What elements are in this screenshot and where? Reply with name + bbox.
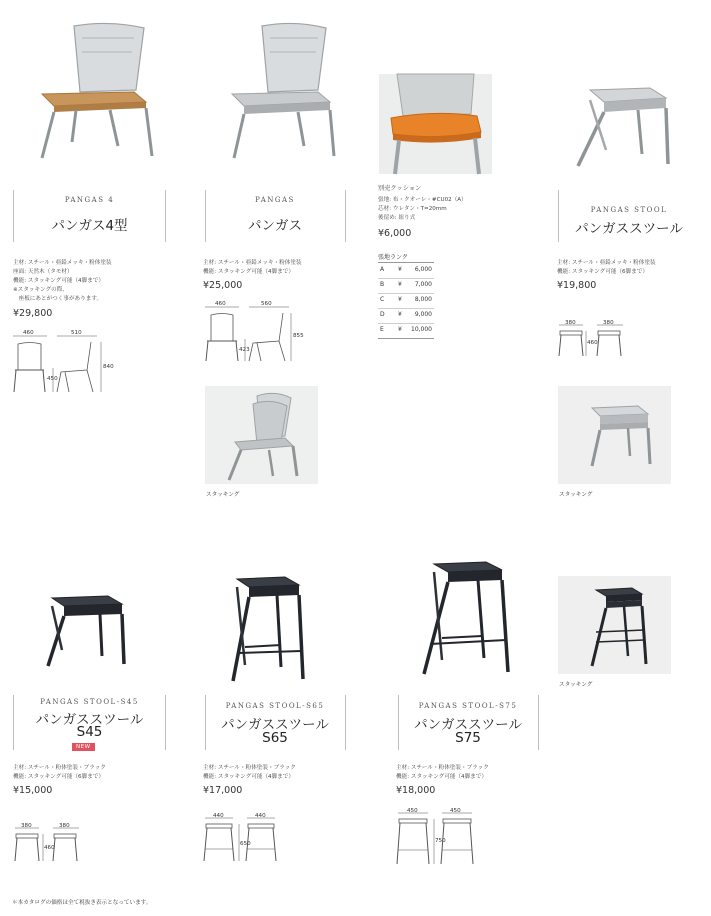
product-photo-s65 bbox=[215, 575, 315, 685]
product-photo-pangas4 bbox=[14, 18, 164, 168]
stacking-photo-pangas-stool bbox=[558, 386, 671, 484]
spec-line: 主材: スチール・亜鉛メッキ・粉体塗装 bbox=[203, 260, 302, 266]
chair-wood-seat-image bbox=[14, 18, 164, 168]
rank-yen: ¥ bbox=[398, 281, 402, 288]
black-stool-s75-image bbox=[412, 560, 522, 678]
divider bbox=[345, 695, 346, 750]
rank-price: 7,000 bbox=[414, 281, 432, 288]
product-price: ¥29,800 bbox=[13, 308, 53, 319]
divider bbox=[538, 695, 539, 750]
new-badge: NEW bbox=[72, 743, 95, 751]
product-subtitle: PANGAS 4 bbox=[64, 196, 115, 204]
rank-row bbox=[378, 308, 434, 324]
rank-row bbox=[378, 293, 434, 309]
rank-yen: ¥ bbox=[398, 266, 402, 273]
spec-line: 機能: スタッキング可能（4脚まで） bbox=[13, 278, 104, 284]
spec-line: 機能: スタッキング可能（4脚まで） bbox=[396, 774, 487, 780]
dim-height: 460 bbox=[44, 845, 55, 851]
dim-height: 460 bbox=[587, 340, 598, 346]
product-title: パンガススツール bbox=[575, 221, 683, 237]
cushion-image bbox=[379, 74, 492, 174]
spec-line: 機能: スタッキング可能（4脚まで） bbox=[203, 774, 294, 780]
stacking-photo-black-stools bbox=[558, 576, 671, 674]
divider bbox=[345, 190, 346, 242]
spec-line: 主材: スチール・亜鉛メッキ・粉体塗装 bbox=[557, 260, 656, 266]
product-subtitle: PANGAS STOOL-S65 bbox=[225, 702, 325, 710]
dim-seat: 450 bbox=[47, 376, 58, 382]
dim-height: 650 bbox=[240, 841, 251, 847]
spec-line: 機能: スタッキング可能（6脚まで） bbox=[13, 774, 104, 780]
dim-height: 840 bbox=[103, 364, 114, 370]
product-photo-s45 bbox=[38, 590, 134, 670]
black-stool-s65-image bbox=[215, 575, 315, 685]
product-model: S75 bbox=[455, 730, 481, 746]
spec-line: 座面: 天然木（タモ材） bbox=[13, 269, 73, 275]
stool-metal-image bbox=[568, 80, 678, 172]
dimension-drawing-pangas bbox=[203, 301, 303, 369]
rank-price: 8,000 bbox=[414, 296, 432, 303]
stacked-chairs-image bbox=[205, 386, 318, 484]
product-title: パンガススツール bbox=[414, 717, 522, 733]
product-title: パンガス bbox=[248, 218, 302, 234]
product-photo-cushion bbox=[379, 74, 492, 174]
dim-depth: 380 bbox=[59, 823, 70, 829]
footnote: ＊本カタログの価格は全て税抜き表示となっています。 bbox=[12, 900, 152, 906]
dim-depth: 510 bbox=[71, 330, 82, 336]
dim-width: 460 bbox=[23, 330, 34, 336]
rank-yen: ¥ bbox=[398, 296, 402, 303]
product-model: S45 bbox=[76, 724, 103, 740]
product-title: パンガススツール bbox=[35, 712, 144, 728]
dim-depth: 380 bbox=[603, 320, 614, 326]
spec-line: 機能: スタッキング可能（4脚まで） bbox=[203, 269, 294, 275]
spec-line: 主材: スチール・亜鉛メッキ・粉体塗装 bbox=[13, 260, 112, 266]
chair-metal-image bbox=[214, 18, 344, 168]
product-title: パンガススツール bbox=[221, 717, 329, 733]
product-subtitle: PANGAS STOOL bbox=[590, 206, 668, 214]
rank-letter: D bbox=[380, 311, 385, 318]
cushion-subtitle: 別売クッション bbox=[378, 185, 422, 192]
dim-seat: 423 bbox=[239, 347, 250, 353]
spec-line: 主材: スチール・粉体塗装・ブラック bbox=[203, 765, 296, 771]
dimension-drawing-s45 bbox=[13, 823, 83, 865]
product-price: ¥18,000 bbox=[396, 785, 436, 796]
rank-letter: B bbox=[380, 281, 385, 288]
rank-price: 9,000 bbox=[414, 311, 432, 318]
spec-line: 張地: 布・クオーレ・#CU02（A） bbox=[378, 197, 467, 203]
rank-table-title: 張地ランク bbox=[378, 254, 408, 261]
spec-line: 機能: スタッキング可能（6脚まで） bbox=[557, 269, 648, 275]
spec-line: 主材: スチール・粉体塗装・ブラック bbox=[13, 765, 106, 771]
spec-line: ※スタッキングの際、 bbox=[13, 287, 68, 293]
divider bbox=[165, 695, 166, 750]
dim-width: 440 bbox=[213, 813, 224, 819]
product-price: ¥19,800 bbox=[557, 280, 597, 291]
dim-width: 380 bbox=[565, 320, 576, 326]
spec-line: 座板にあとがつく事があります。 bbox=[13, 296, 103, 302]
photo-caption: スタッキング bbox=[559, 682, 593, 688]
rank-yen: ¥ bbox=[398, 326, 402, 333]
black-stool-s45-image bbox=[38, 590, 134, 670]
product-title: パンガス4型 bbox=[51, 218, 128, 234]
divider bbox=[165, 190, 166, 242]
rank-letter: E bbox=[380, 326, 384, 333]
spec-line: 芯材: ウレタン・T=20mm bbox=[378, 206, 447, 212]
stacking-photo-pangas bbox=[205, 386, 318, 484]
product-photo-pangas-stool bbox=[568, 80, 678, 172]
product-price: ¥25,000 bbox=[203, 280, 243, 291]
stacked-black-stools-image bbox=[558, 576, 671, 674]
product-price: ¥17,000 bbox=[203, 785, 243, 796]
dim-width: 380 bbox=[21, 823, 32, 829]
rank-letter: A bbox=[380, 266, 385, 273]
rank-row bbox=[378, 278, 434, 294]
spec-line: 後留め: 紐り式 bbox=[378, 215, 416, 221]
dim-width: 460 bbox=[215, 301, 226, 307]
dimension-drawing-pangas-stool bbox=[557, 320, 627, 360]
dimension-drawing-pangas4 bbox=[13, 330, 123, 398]
dim-depth: 450 bbox=[450, 808, 461, 814]
photo-caption: スタッキング bbox=[559, 492, 593, 498]
dim-depth: 560 bbox=[261, 301, 272, 307]
dimension-drawing-s65 bbox=[203, 813, 279, 865]
product-subtitle: PANGAS STOOL-S45 bbox=[40, 698, 139, 706]
rank-price: 10,000 bbox=[411, 326, 432, 333]
dimension-drawing-s75 bbox=[396, 808, 476, 868]
product-model: S65 bbox=[262, 730, 288, 746]
rank-row bbox=[378, 323, 434, 339]
product-subtitle: PANGAS bbox=[255, 196, 295, 204]
dim-width: 450 bbox=[407, 808, 418, 814]
rank-price: 6,000 bbox=[414, 266, 432, 273]
photo-caption: スタッキング bbox=[206, 492, 240, 498]
rank-table bbox=[378, 252, 434, 342]
product-price: ¥15,000 bbox=[13, 785, 53, 796]
rank-letter: C bbox=[380, 296, 385, 303]
product-photo-s75 bbox=[412, 560, 522, 678]
dim-height: 855 bbox=[293, 333, 304, 339]
dim-height: 750 bbox=[435, 838, 446, 844]
dim-depth: 440 bbox=[255, 813, 266, 819]
product-price: ¥6,000 bbox=[378, 228, 412, 239]
rank-yen: ¥ bbox=[398, 311, 402, 318]
product-subtitle: PANGAS STOOL-S75 bbox=[418, 702, 518, 710]
stacked-stools-image bbox=[558, 386, 671, 484]
product-photo-pangas bbox=[214, 18, 344, 168]
spec-line: 主材: スチール・粉体塗装・ブラック bbox=[396, 765, 489, 771]
rank-row bbox=[378, 263, 434, 279]
